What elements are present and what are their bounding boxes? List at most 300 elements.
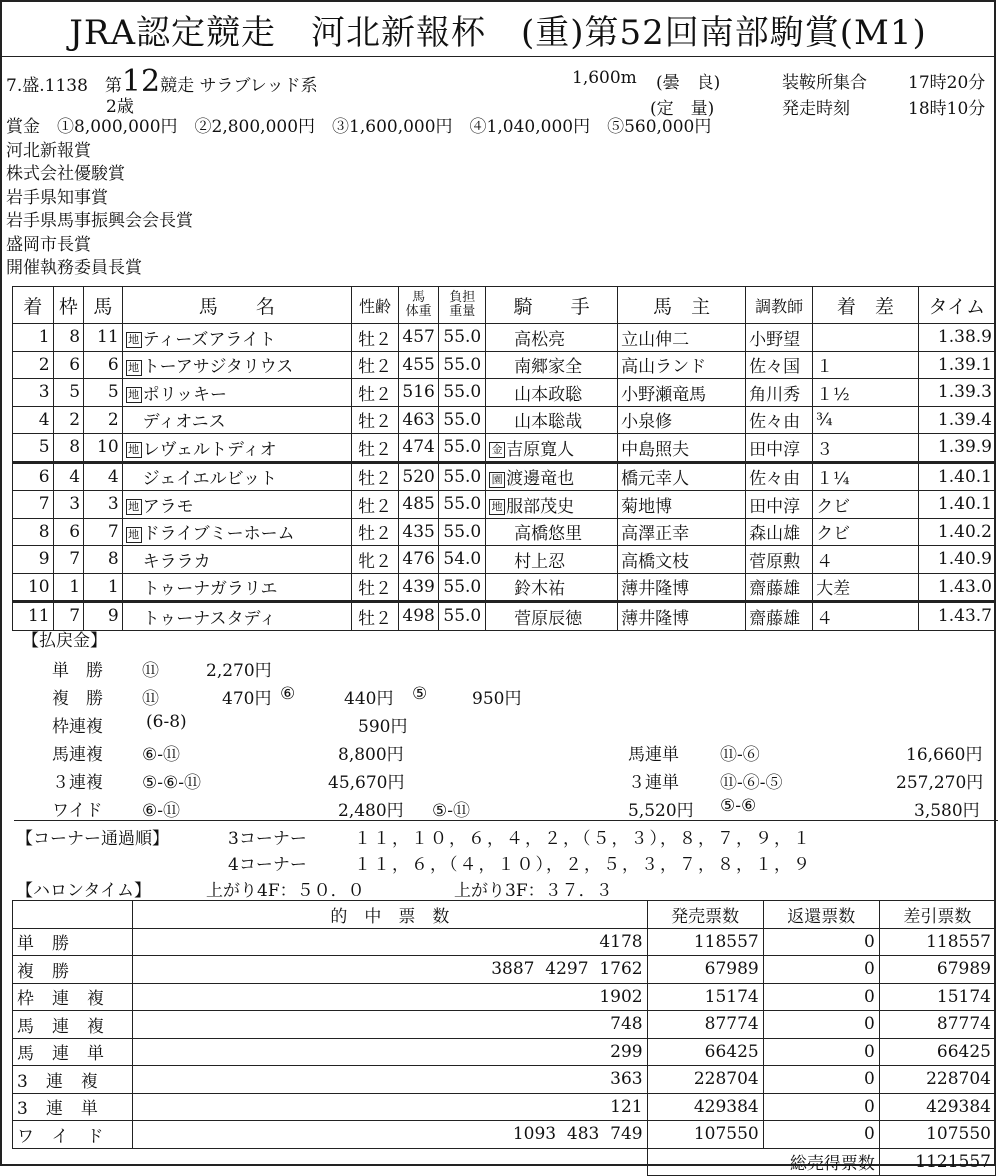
cell-name [122,573,352,602]
cell-net: 429384 [879,1093,995,1121]
cell-load: 55.0 [439,491,486,519]
origin-mark-icon: 園 [489,472,505,488]
table-row [13,1093,996,1121]
cell-type: 複勝 [13,956,133,984]
cell-jockey [486,351,618,379]
corner3-order: １１，１０，６，４，２，（５，３），８，７，９，１ [354,829,812,849]
cell-weight: 498 [398,602,439,631]
cell-pos: 6 [13,462,54,491]
cell-weight: 520 [398,462,439,491]
cell-name [122,518,352,546]
col-header: 負担 重量 [439,287,486,324]
cell-sex: 牡２ [352,573,399,602]
col-header: 馬 体重 [398,287,439,324]
cell-margin: クビ [813,491,919,519]
origin-mark-icon: 地 [126,527,142,543]
cell-num: 10 [84,434,123,463]
cell-owner: 高橋文枝 [618,546,746,574]
cell-refund: 0 [763,1066,879,1094]
cell-weight: 516 [398,379,439,407]
cell-waku: 6 [53,518,83,546]
tansho-amount: 2,270円 [206,661,272,681]
cell-load: 55.0 [439,351,486,379]
umaren-amount: 8,800円 [338,745,404,765]
wide-label: ワイド [52,801,103,821]
corner4-order: １１，６，（４，１０），２，５，３，７，８，１，９ [354,855,812,875]
umatan-amount: 16,660円 [906,745,983,765]
col-header: 着 [13,287,54,324]
wide-combo: ⑤-⑥ [720,796,757,816]
cell-owner: 高澤正幸 [618,518,746,546]
cell-time: 1.39.4 [918,406,995,434]
cell-refund: 0 [763,1011,879,1039]
fukusho-combo: ⑪ [142,689,159,709]
table-row [13,462,996,491]
cell-jockey [486,518,618,546]
cell-margin: 大差 [813,573,919,602]
cell-margin: ４ [813,546,919,574]
cell-jockey [486,406,618,434]
corner3-label: 3コーナー [228,829,307,849]
umaren-label: 馬連複 [52,745,103,765]
corner-header: 【コーナー通過順】 [16,829,169,849]
fukusho-combo: ⑤ [412,684,428,704]
jockey-name: 菅原辰徳 [514,608,583,629]
cell-time: 1.43.7 [918,602,995,631]
cell-num: 5 [84,379,123,407]
cell-sex: 牡２ [352,462,399,491]
cell-trainer: 小野望 [746,324,813,352]
cell-net: 67989 [879,956,995,984]
cell-weight: 457 [398,324,439,352]
fukusho-combo: ⑥ [280,684,296,704]
tansho-combo: ⑪ [142,661,159,681]
origin-mark-icon: 金 [489,442,505,458]
results-table [12,286,996,631]
cell-trainer: 森山雄 [746,518,813,546]
trio-amount: 45,670円 [328,773,405,793]
horse-name: ドライブミーホーム [142,524,295,545]
wide-amount: 2,480円 [338,801,404,821]
table-row [13,324,996,352]
table-row [13,406,996,434]
race-distance: 1,600m [572,68,637,88]
col-header: 差引票数 [879,901,995,929]
cell-type: 3連単 [13,1093,133,1121]
votes-total-spacer [13,1148,648,1176]
umatan-label: 馬連単 [628,745,679,765]
cell-waku: 8 [53,324,83,352]
cell-weight: 455 [398,351,439,379]
horse-name: ティーズアライト [142,329,276,350]
cell-hit: 1902 [133,983,648,1011]
cell-refund: 0 [763,1121,879,1149]
cell-load: 55.0 [439,406,486,434]
cell-waku: 8 [53,434,83,463]
cell-load: 55.0 [439,434,486,463]
cell-pos: 5 [13,434,54,463]
cell-type: ワイド [13,1121,133,1149]
cell-pos: 2 [13,351,54,379]
cell-type: 馬連単 [13,1038,133,1066]
horse-name: キララカ [142,551,211,572]
table-row [13,1066,996,1094]
cell-sex: 牡２ [352,379,399,407]
award-item: 盛岡市長賞 [6,234,91,255]
jockey-name: 鈴木祐 [514,579,566,600]
fukusho-amount: 950円 [472,689,522,709]
cell-sold: 15174 [647,983,763,1011]
cell-name [122,406,352,434]
cell-trainer: 菅原勲 [746,546,813,574]
wakuren-combo: (6-8) [146,712,187,732]
cell-hit: 121 [133,1093,648,1121]
cell-trainer: 田中淳 [746,491,813,519]
trifecta-amount: 257,270円 [896,773,984,793]
cell-trainer: 佐々国 [746,351,813,379]
cell-time: 1.40.1 [918,462,995,491]
cell-load: 55.0 [439,462,486,491]
cell-weight: 463 [398,406,439,434]
race-age: 2歳 [106,97,134,117]
results-body [13,324,996,631]
umatan-combo: ⑪-⑥ [720,745,760,765]
cell-name [122,379,352,407]
table-row [13,1011,996,1039]
cell-net: 118557 [879,928,995,956]
cell-owner: 薄井隆博 [618,573,746,602]
award-item: 開催執務委員長賞 [6,258,142,278]
cell-jockey [486,434,618,463]
col-header: 返還票数 [763,901,879,929]
race-weight-rule: (定 量) [650,99,715,119]
cell-waku: 5 [53,379,83,407]
trio-label: ３連複 [52,773,103,793]
cell-hit: 4178 [133,928,648,956]
assembly-time: 17時20分 [908,73,986,93]
cell-sold: 107550 [647,1121,763,1149]
cell-jockey [486,602,618,631]
horse-name: ディオニス [142,412,226,433]
cell-sold: 228704 [647,1066,763,1094]
cell-margin: １ [813,351,919,379]
cell-weight: 474 [398,434,439,463]
horse-name: トゥーナガラリエ [142,579,278,600]
cell-sold: 118557 [647,928,763,956]
col-header: 性齢 [352,287,399,324]
cell-time: 1.38.9 [918,324,995,352]
cell-time: 1.39.3 [918,379,995,407]
cell-pos: 3 [13,379,54,407]
votes-total-label: 総売得票数 [647,1148,879,1176]
cell-trainer: 齋藤雄 [746,602,813,631]
cell-num: 11 [84,324,123,352]
votes-total-row [13,1148,996,1176]
assembly-label: 装鞍所集合 [782,73,867,93]
table-row [13,928,996,956]
trifecta-label: ３連単 [628,773,679,793]
cell-margin: クビ [813,518,919,546]
cell-time: 1.40.2 [918,518,995,546]
last4f: 上がり4F：５０．０ [206,881,365,901]
wide-combo: ⑤-⑪ [432,801,470,821]
cell-net: 15174 [879,983,995,1011]
cell-pos: 10 [13,573,54,602]
race-number: 12 [121,64,161,99]
wide-amount: 5,520円 [628,801,694,821]
cell-num: 3 [84,491,123,519]
table-row [13,518,996,546]
table-row [13,602,996,631]
cell-trainer: 佐々由 [746,462,813,491]
cell-waku: 7 [53,602,83,631]
cell-jockey [486,491,618,519]
start-time: 18時10分 [908,99,986,119]
cell-owner: 小野瀬竜馬 [618,379,746,407]
cell-waku: 2 [53,406,83,434]
cell-pos: 7 [13,491,54,519]
cell-num: 2 [84,406,123,434]
race-track: (曇 良) [656,73,721,93]
cell-sold: 67989 [647,956,763,984]
votes-body [13,928,996,1148]
prize-money: 賞金 ①8,000,000円 ②2,800,000円 ③1,600,000円 ④1,040,000円 ⑤560,000円 [6,117,712,137]
fukusho-amount: 440円 [344,689,394,709]
cell-time: 1.39.9 [918,434,995,463]
table-row [13,956,996,984]
col-header: 枠 [53,287,83,324]
cell-name [122,602,352,631]
cell-weight: 485 [398,491,439,519]
cell-owner: 橋元幸人 [618,462,746,491]
cell-time: 1.40.9 [918,546,995,574]
cell-jockey [486,379,618,407]
cell-net: 87774 [879,1011,995,1039]
cell-name [122,546,352,574]
jockey-name: 南郷家全 [514,357,583,378]
col-header: 馬 [84,287,123,324]
divider [14,820,998,821]
cell-time: 1.39.1 [918,351,995,379]
cell-num: 7 [84,518,123,546]
cell-sex: 牡２ [352,602,399,631]
col-header: 騎 手 [486,287,618,324]
horse-name: レヴェルトディオ [142,439,277,460]
horse-name: アラモ [142,496,194,517]
cell-weight: 439 [398,573,439,602]
origin-mark-icon: 地 [126,442,142,458]
trifecta-combo: ⑪-⑥-⑤ [720,773,783,793]
cell-type: 3連複 [13,1066,133,1094]
cell-sex: 牝２ [352,546,399,574]
race-number-suffix: 競走 サラブレッド系 [160,76,318,96]
col-header: タイム [918,287,995,324]
cell-pos: 1 [13,324,54,352]
cell-sex: 牡２ [352,351,399,379]
cell-sold: 66425 [647,1038,763,1066]
cell-load: 55.0 [439,379,486,407]
cell-owner: 高山ランド [618,351,746,379]
table-row [13,351,996,379]
col-header: 馬 名 [122,287,352,324]
cell-num: 8 [84,546,123,574]
cell-sex: 牡２ [352,406,399,434]
horse-name: ポリッキー [142,384,227,405]
cell-margin: １½ [813,379,919,407]
wakuren-label: 枠連複 [52,717,103,737]
cell-load: 55.0 [439,518,486,546]
cell-sex: 牡２ [352,324,399,352]
cell-refund: 0 [763,1093,879,1121]
cell-pos: 11 [13,602,54,631]
cell-jockey [486,573,618,602]
table-row [13,434,996,463]
cell-margin: ４ [813,602,919,631]
cell-waku: 6 [53,351,83,379]
horse-name: トーアサジタリウス [142,357,294,378]
cell-margin [813,324,919,352]
origin-mark-icon: 地 [126,387,142,403]
umaren-combo: ⑥-⑪ [142,745,180,765]
corner4-label: 4コーナー [228,855,307,875]
cell-load: 55.0 [439,602,486,631]
wide-combo: ⑥-⑪ [142,801,180,821]
cell-waku: 7 [53,546,83,574]
jockey-name: 吉原寛人 [506,439,575,460]
cell-jockey [486,546,618,574]
horse-name: ジェイエルビット [142,469,277,490]
trio-combo: ⑤-⑥-⑪ [142,773,201,793]
cell-time: 1.43.0 [918,573,995,602]
cell-weight: 476 [398,546,439,574]
cell-jockey [486,462,618,491]
origin-mark-icon: 地 [126,499,142,515]
cell-refund: 0 [763,956,879,984]
furlong-header: 【ハロンタイム】 [16,881,151,901]
jockey-name: 山本政聡 [514,384,583,405]
table-row [13,491,996,519]
horse-name: トゥーナスタディ [142,608,277,629]
page-title: JRA認定競走 河北新報杯 (重)第52回南部駒賞(M1) [2,2,994,57]
table-row [13,546,996,574]
cell-net: 107550 [879,1121,995,1149]
last3f: 上がり3F：３７．３ [454,881,613,901]
jockey-name: 山本聡哉 [514,412,583,433]
col-header: 馬 主 [618,287,746,324]
tansho-label: 単 勝 [52,661,103,681]
table-row [13,1121,996,1149]
jockey-name: 高橋悠里 [514,524,583,545]
cell-net: 66425 [879,1038,995,1066]
table-row [13,379,996,407]
cell-margin: １¼ [813,462,919,491]
award-item: 株式会社優駿賞 [6,164,125,184]
cell-type: 単勝 [13,928,133,956]
cell-net: 228704 [879,1066,995,1094]
start-label: 発走時刻 [782,99,850,119]
cell-num: 9 [84,602,123,631]
cell-hit: 748 [133,1011,648,1039]
cell-hit: 363 [133,1066,648,1094]
cell-name [122,351,352,379]
race-number-line [6,64,318,99]
cell-name [122,324,352,352]
cell-sex: 牡２ [352,434,399,463]
cell-name [122,462,352,491]
origin-mark-icon: 地 [489,499,505,515]
award-item: 河北新報賞 [6,140,91,161]
fukusho-amount: 470円 [222,689,272,709]
cell-load: 54.0 [439,546,486,574]
col-header: 調教師 [746,287,813,324]
cell-pos: 9 [13,546,54,574]
cell-refund: 0 [763,983,879,1011]
cell-num: 1 [84,573,123,602]
cell-type: 枠連複 [13,983,133,1011]
cell-hit: 1093 483 749 [133,1121,648,1149]
payout-header: 【払戻金】 [22,631,107,651]
col-header: 着 差 [813,287,919,324]
cell-weight: 435 [398,518,439,546]
votes-table [12,900,996,1176]
votes-header-row [13,901,996,929]
race-number-prefix: 7.盛.1138 第 [6,76,122,96]
cell-margin: ¾ [813,406,919,434]
table-row [13,983,996,1011]
cell-owner: 薄井隆博 [618,602,746,631]
cell-sex: 牡２ [352,491,399,519]
cell-waku: 1 [53,573,83,602]
col-header: 発売票数 [647,901,763,929]
cell-num: 4 [84,462,123,491]
cell-hit: 3887 4297 1762 [133,956,648,984]
cell-sold: 429384 [647,1093,763,1121]
cell-waku: 4 [53,462,83,491]
table-row [13,573,996,602]
cell-sold: 87774 [647,1011,763,1039]
cell-sex: 牡２ [352,518,399,546]
award-item: 岩手県馬事振興会会長賞 [6,211,193,231]
votes-total: 1121557 [879,1148,995,1176]
cell-margin: ３ [813,434,919,463]
cell-num: 6 [84,351,123,379]
cell-trainer: 角川秀 [746,379,813,407]
col-header: 的 中 票 数 [133,901,648,929]
cell-refund: 0 [763,1038,879,1066]
cell-pos: 4 [13,406,54,434]
cell-load: 55.0 [439,324,486,352]
table-row [13,1038,996,1066]
jockey-name: 渡邊竜也 [506,469,575,490]
jockey-name: 高松亮 [514,329,566,350]
results-header-row [13,287,996,324]
cell-trainer: 齋藤雄 [746,573,813,602]
cell-name [122,434,352,463]
jockey-name: 服部茂史 [506,496,575,517]
cell-waku: 3 [53,491,83,519]
cell-load: 55.0 [439,573,486,602]
cell-time: 1.40.1 [918,491,995,519]
cell-type: 馬連複 [13,1011,133,1039]
votes-header-blank [13,901,133,929]
cell-owner: 中島照夫 [618,434,746,463]
fukusho-label: 複 勝 [52,689,103,709]
prize-section [6,116,711,281]
cell-owner: 菊地博 [618,491,746,519]
cell-owner: 小泉修 [618,406,746,434]
origin-mark-icon: 地 [126,360,142,376]
cell-jockey [486,324,618,352]
